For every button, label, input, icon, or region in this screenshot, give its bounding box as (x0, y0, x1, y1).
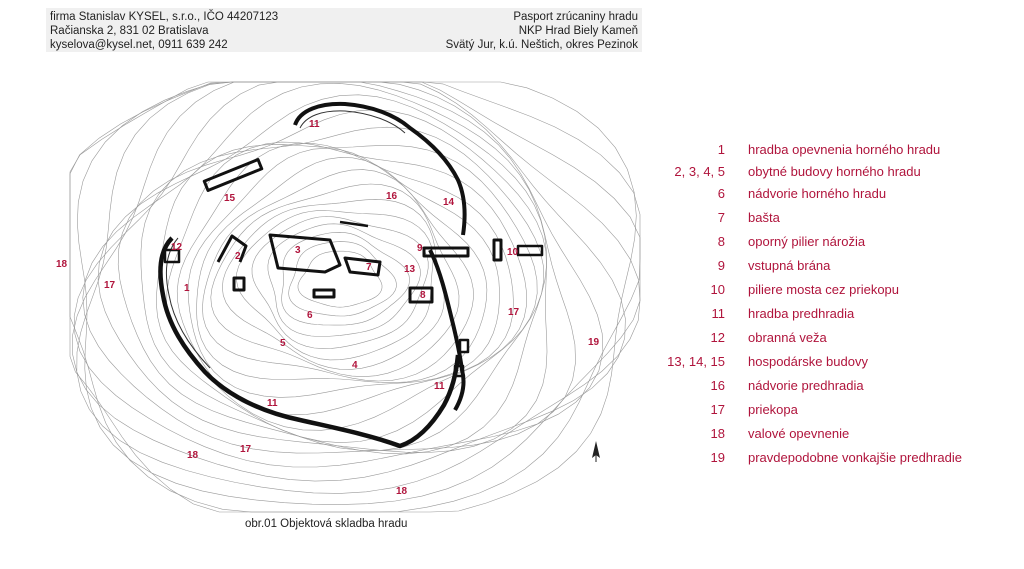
legend-num: 9 (717, 258, 725, 273)
legend-text: oporný pilier nárožia (748, 234, 866, 249)
map-label-6: 6 (307, 310, 313, 321)
legend-num: 18 (710, 426, 725, 441)
map-label-17: 17 (104, 280, 116, 291)
map-label-18: 18 (187, 450, 199, 461)
map-label-8: 8 (420, 290, 426, 301)
forecastle-wall (295, 104, 465, 235)
legend (660, 138, 1010, 470)
contour-line (268, 224, 421, 337)
map-label-11: 11 (434, 381, 445, 392)
legend-num: 8 (717, 234, 725, 249)
building-2 (218, 236, 246, 262)
company-name: firma Stanislav KYSEL, s.r.o., IČO 44207123 (50, 11, 279, 23)
monument-name: NKP Hrad Biely Kameň (518, 25, 638, 37)
map-label-1: 1 (184, 283, 190, 294)
contour-line (236, 211, 433, 360)
legend-text: hradba opevnenia horného hradu (748, 142, 941, 157)
map-label-3: 3 (295, 245, 301, 256)
contour-line (197, 157, 487, 382)
legend-text: nádvorie predhradia (748, 378, 864, 393)
legend-row (660, 206, 1010, 230)
map-label-19: 19 (588, 337, 600, 348)
north-arrow-icon (592, 441, 600, 462)
map-label-2: 2 (235, 251, 241, 262)
legend-num: 1 (717, 142, 725, 157)
legend-text: hospodárske budovy (748, 354, 868, 369)
legend-row (660, 162, 1010, 182)
map-label-16: 16 (386, 191, 398, 202)
map-label-17: 17 (508, 307, 520, 318)
contour-line (72, 82, 625, 481)
legend-text: hradba predhradia (748, 306, 855, 321)
company-address: Račianska 2, 831 02 Bratislava (50, 25, 209, 37)
legend-text: pravdepodobne vonkajšie predhradie (748, 450, 962, 465)
legend-row (660, 278, 1010, 302)
legend-text: vstupná brána (748, 258, 831, 273)
map-label-9: 9 (417, 243, 423, 254)
bridge-pillar-a (494, 240, 501, 260)
legend-row (660, 302, 1010, 326)
legend-num: 2, 3, 4, 5 (674, 164, 725, 179)
contour-line (83, 83, 576, 453)
map-label-7: 7 (366, 262, 372, 273)
legend-row (660, 326, 1010, 350)
legend-text: bašta (748, 210, 780, 225)
contour-line (289, 242, 397, 316)
east-tower (460, 340, 468, 352)
document-title: Pasport zrúcaniny hradu (513, 11, 638, 23)
map-label-15: 15 (224, 193, 236, 204)
map-label-11: 11 (267, 398, 278, 409)
contour-line (188, 148, 499, 397)
map-label-12: 12 (171, 242, 183, 253)
legend-num: 19 (710, 450, 725, 465)
terrain-contours (70, 82, 640, 512)
legend-row (660, 398, 1010, 422)
location: Svätý Jur, k.ú. Neštich, okres Pezinok (445, 39, 638, 51)
contour-line (202, 170, 473, 381)
legend-row (660, 374, 1010, 398)
legend-text: obranná veža (748, 330, 827, 345)
legend-num: 16 (710, 378, 725, 393)
legend-text: nádvorie horného hradu (748, 186, 887, 201)
map-label-4: 4 (352, 360, 358, 371)
legend-row (660, 350, 1010, 374)
legend-row (660, 422, 1010, 446)
map-label-17: 17 (240, 444, 252, 455)
building-3 (270, 235, 340, 272)
map-label-13: 13 (404, 264, 416, 275)
legend-num: 13, 14, 15 (667, 354, 725, 369)
legend-row (660, 254, 1010, 278)
wall-segment-b (234, 278, 244, 290)
east-tower-b (455, 366, 463, 376)
contour-line (141, 127, 544, 450)
legend-num: 12 (710, 330, 725, 345)
legend-text: valové opevnenie (748, 426, 850, 441)
legend-text: obytné budovy horného hradu (748, 164, 921, 179)
legend-row (660, 138, 1010, 162)
legend-num: 7 (717, 210, 725, 225)
legend-num: 10 (710, 282, 725, 297)
map-label-10: 10 (507, 247, 519, 258)
building-15 (204, 160, 262, 191)
company-contact: kyselova@kysel.net, 0911 639 242 (50, 39, 228, 51)
map-label-18: 18 (56, 259, 68, 270)
wall-segment (314, 290, 334, 297)
map-label-11: 11 (309, 119, 320, 130)
legend-text: piliere mosta cez priekopu (748, 282, 900, 297)
legend-num: 6 (717, 186, 725, 201)
figure-caption: obr.01 Objektová skladba hradu (245, 518, 408, 530)
map-labels (56, 119, 600, 497)
legend-row (660, 230, 1010, 254)
legend-row (660, 446, 1010, 470)
legend-num: 11 (711, 306, 725, 321)
contour-line (118, 110, 546, 454)
legend-text: priekopa (748, 402, 798, 417)
legend-row (660, 182, 1010, 206)
map-label-5: 5 (280, 338, 286, 349)
map-label-18: 18 (396, 486, 408, 497)
legend-num: 17 (710, 402, 725, 417)
map-label-14: 14 (443, 197, 455, 208)
